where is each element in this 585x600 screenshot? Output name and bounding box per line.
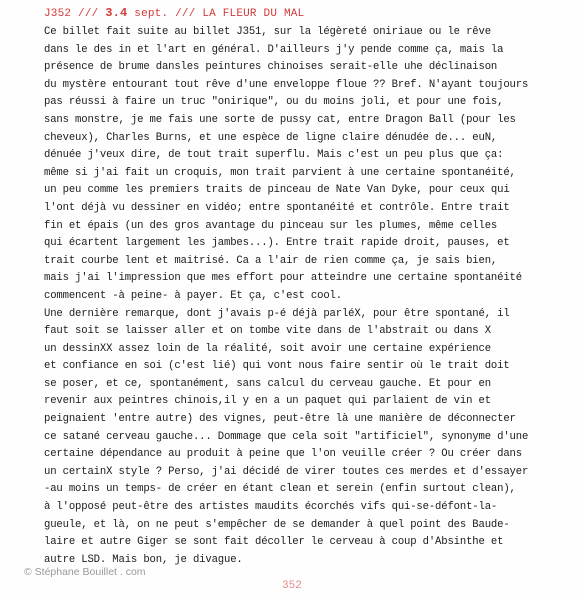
- header-separator: ///: [78, 8, 99, 20]
- text-line: dans le des in et l'art en général. D'ailleurs j'y pende comme ça, mais la: [44, 43, 504, 56]
- text-line: un peu comme les premiers traits de pinceau de Nate Van Dyke, pour ceux qui: [44, 184, 510, 197]
- text-line: mais j'ai l'impression que mes effort pour atteindre une certaine spontanéité: [44, 272, 522, 285]
- entry-ref: J352: [44, 8, 72, 20]
- text-line: un dessinXX assez loin de la réalité, soit avoir une certaine expérience: [44, 342, 491, 355]
- text-line: Une dernière remarque, dont j'avais p-é déjà parléX, pour être spontané, il: [44, 307, 510, 320]
- entry-month: sept.: [134, 8, 169, 20]
- text-line: laire et autre Giger se sont fait décoller le cerveau à coup d'Absinthe et: [44, 536, 504, 549]
- text-line: gueule, et là, on ne peut s'empêcher de se demander à quel point des Baude-: [44, 518, 510, 531]
- text-line: qui écartent largement les jambes...). Entre trait rapide droit, pauses, et: [44, 237, 510, 250]
- text-line: et confiance en soi (c'est lié) qui vont nous faire sentir où le trait doit: [44, 360, 510, 373]
- text-line: faut soit se laisser aller et on tombe vite dans de l'abstrait ou dans X: [44, 325, 491, 338]
- text-line: même si j'ai fait un croquis, mon trait parvient à une certaine spontanéité,: [44, 166, 516, 179]
- text-line: à l'opposé peut-être des artistes maudits écorchés vifs qui-se-défont-la-: [44, 501, 498, 514]
- text-line: cheveux), Charles Burns, et une espèce de ligne claire dénudée de... euN,: [44, 131, 498, 144]
- text-line: revenir aux peintres chinois,il y en a un paquet qui parlaient de vin et: [44, 395, 491, 408]
- entry-day: 3.4: [105, 6, 128, 20]
- text-line: sans monstre, je me fais une sorte de pussy cat, entre Dragon Ball (pour les: [44, 113, 516, 126]
- text-line: trait courbe lent et maitrisé. Ca a l'air de rien comme ça, je sais bien,: [44, 254, 498, 267]
- text-line: certaine dépendance au produit à peine que l'on veuille créer ? Ou créer dans: [44, 448, 522, 461]
- text-line: présence de brume dansles peintures chinoises serait-elle uhe déclinaison: [44, 61, 498, 74]
- text-line: autre LSD. Mais bon, je divague.: [44, 553, 243, 566]
- text-line: l'ont déjà vu dessiner en vidéo; entre spontanéité et contrôle. Entre trait: [44, 201, 510, 214]
- page-number: 352: [282, 580, 302, 592]
- text-line: peignaient 'entre autre) des vignes, peut-être là une manière de déconnecter: [44, 413, 516, 426]
- text-line: fin et épais (un des gros avantage du pinceau sur les plumes, même celles: [44, 219, 498, 232]
- text-line: pas réussi à faire un truc "onirique", ou du moins joli, et pour une fois,: [44, 96, 504, 109]
- header-separator: ///: [175, 8, 196, 20]
- entry-header: [44, 6, 304, 20]
- text-line: se poser, et ce, spontanément, sans calcul du cerveau gauche. Et pour en: [44, 377, 491, 390]
- entry-title: LA FLEUR DU MAL: [202, 8, 305, 20]
- text-line: un certainX style ? Perso, j'ai décidé de virer toutes ces merdes et d'essayer: [44, 465, 529, 478]
- text-line: du mystère entourant tout rêve d'une enveloppe floue ?? Bref. N'ayant toujours: [44, 78, 529, 91]
- text-line: Ce billet fait suite au billet J351, sur la légèreté oniriaue ou le rêve: [44, 26, 491, 38]
- text-line: ce satané cerveau gauche... Dommage que cela soit "artificiel", synonyme d'une: [44, 430, 529, 443]
- text-line: dénuée j'veux dire, de tout trait superflu. Mais c'est un peu plus que ça:: [44, 149, 504, 162]
- typed-text-body: [44, 24, 574, 569]
- text-line: commencent -à peine- à payer. Et ça, c'est cool.: [44, 289, 342, 302]
- copyright-watermark: © Stéphane Bouillet . com: [24, 566, 146, 578]
- text-line: -au moins un temps- de créer en étant clean et serein (enfin surtout clean),: [44, 483, 516, 496]
